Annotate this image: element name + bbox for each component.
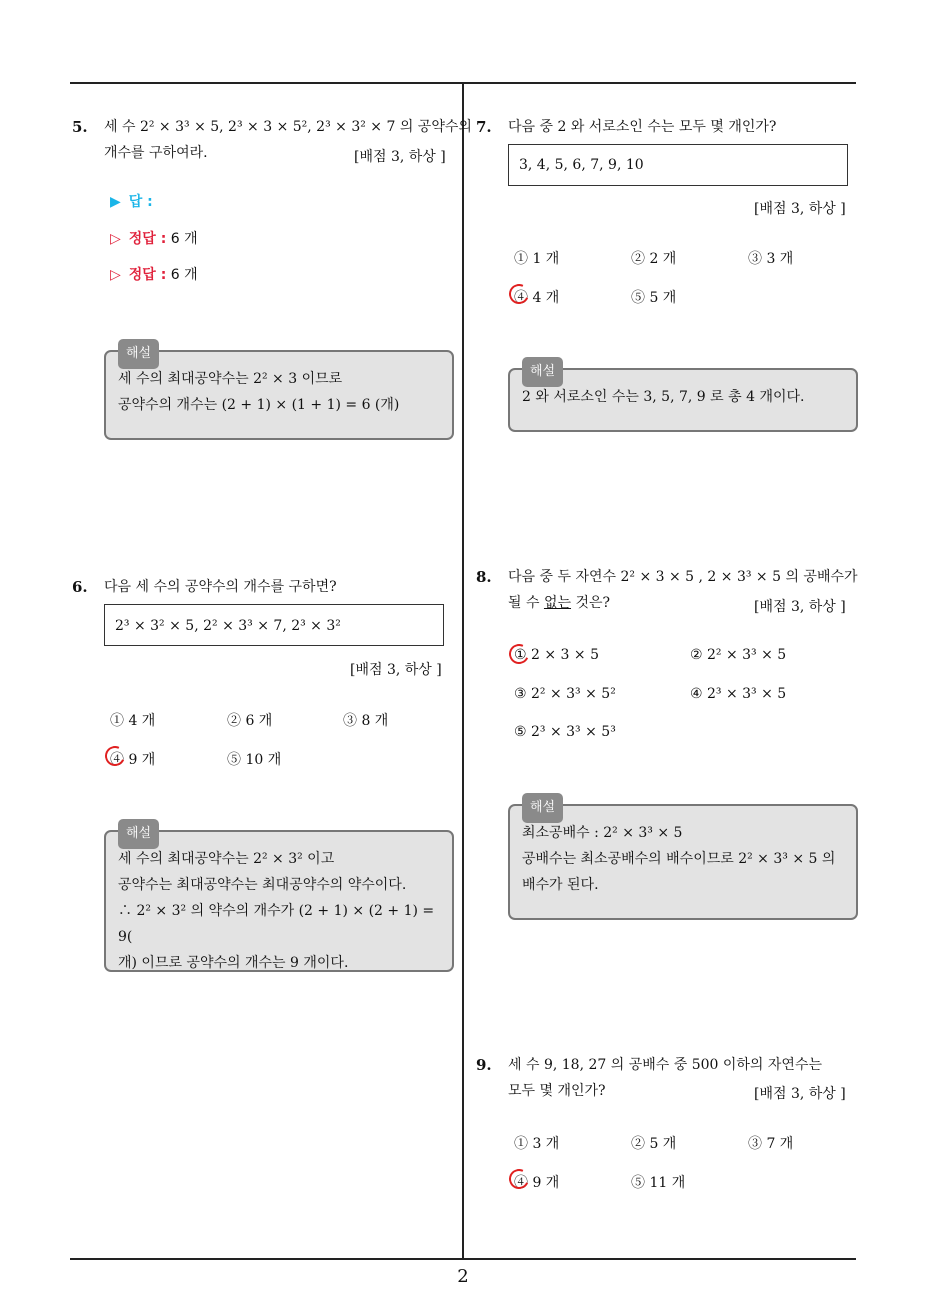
question-6-option-2[interactable]: ② 6 개 — [227, 713, 273, 729]
explanation-line: 개) 이므로 공약수의 개수는 9 개이다. — [118, 955, 349, 971]
question-8-number: 8. — [476, 568, 492, 586]
question-9-option-3[interactable]: ③ 7 개 — [748, 1136, 794, 1152]
question-7-option-1[interactable]: ① 1 개 — [514, 251, 560, 267]
question-7-number: 7. — [476, 118, 492, 136]
explanation-line: 세 수의 최대공약수는 2² × 3 이므로 — [118, 371, 343, 387]
page-number: 2 — [457, 1266, 469, 1287]
question-7-option-3[interactable]: ③ 3 개 — [748, 251, 794, 267]
question-5-meta: [배점 3, 하상 ] — [354, 149, 446, 165]
question-7-option-4[interactable]: ④ 4 개 — [514, 290, 560, 306]
explanation-tag: 해설 — [118, 819, 159, 849]
question-9-option-1[interactable]: ① 3 개 — [514, 1136, 560, 1152]
question-9-line1: 세 수 9, 18, 27 의 공배수 중 500 이하의 자연수는 — [508, 1057, 822, 1073]
question-5-correct-answer-2 — [110, 264, 198, 284]
question-6-number: 6. — [72, 578, 88, 596]
triangle-icon: ▷ — [110, 231, 121, 247]
question-8-option-2[interactable]: ② 2² × 3³ × 5 — [690, 647, 787, 663]
question-5-correct-answer — [110, 228, 198, 248]
question-8-option-5[interactable]: ⑤ 2³ × 3³ × 5³ — [514, 724, 616, 740]
question-6-option-3[interactable]: ③ 8 개 — [343, 713, 389, 729]
question-6-box: 2³ × 3² × 5, 2² × 3³ × 7, 2³ × 3² — [104, 604, 444, 646]
correct-label: 정답 : — [128, 267, 167, 283]
explanation-tag: 해설 — [118, 339, 159, 369]
bottom-rule — [70, 1258, 856, 1260]
question-7-box: 3, 4, 5, 6, 7, 9, 10 — [508, 144, 848, 186]
triangle-icon: ▷ — [110, 267, 121, 283]
question-6-option-4[interactable]: ④ 9 개 — [110, 752, 156, 768]
question-7-text: 다음 중 2 와 서로소인 수는 모두 몇 개인가? — [508, 119, 777, 135]
question-5-explanation — [104, 346, 454, 440]
column-divider — [462, 82, 464, 1258]
question-8-option-1[interactable]: ① 2 × 3 × 5 — [514, 647, 599, 663]
explanation-line: 최소공배수 : 2² × 3³ × 5 — [522, 825, 683, 841]
question-7-option-5[interactable]: ⑤ 5 개 — [631, 290, 677, 306]
question-6-option-1[interactable]: ① 4 개 — [110, 713, 156, 729]
question-7-meta: [배점 3, 하상 ] — [754, 201, 846, 217]
question-7-option-2[interactable]: ② 2 개 — [631, 251, 677, 267]
explanation-line: 2 와 서로소인 수는 3, 5, 7, 9 로 총 4 개이다. — [522, 389, 805, 405]
question-8-option-4[interactable]: ④ 2³ × 3³ × 5 — [690, 686, 787, 702]
question-8-option-3[interactable]: ③ 2² × 3³ × 5² — [514, 686, 616, 702]
question-9-line2: 모두 몇 개인가? — [508, 1083, 606, 1099]
question-8-text-part: 될 수 — [508, 595, 544, 611]
correct-label: 정답 : — [128, 231, 167, 247]
question-9-number: 9. — [476, 1056, 492, 1074]
question-9-option-2[interactable]: ② 5 개 — [631, 1136, 677, 1152]
explanation-line: 공약수는 최대공약수는 최대공약수의 약수이다. — [118, 877, 407, 893]
question-5-line2: 개수를 구하여라. — [104, 145, 208, 161]
question-6-meta: [배점 3, 하상 ] — [350, 662, 442, 678]
question-5-number: 5. — [72, 118, 88, 136]
correct-value: 6 개 — [170, 267, 198, 283]
explanation-line: ∴ 2² × 3² 의 약수의 개수가 (2 + 1) × (2 + 1) = 9( — [118, 903, 435, 945]
question-8-text-part: 것은? — [571, 595, 611, 611]
question-9-meta: [배점 3, 하상 ] — [754, 1086, 846, 1102]
play-icon: ▶ — [110, 194, 121, 210]
question-6-explanation — [104, 826, 454, 972]
question-8-line2 — [508, 590, 610, 616]
question-8-meta: [배점 3, 하상 ] — [754, 599, 846, 615]
correct-value: 6 개 — [170, 231, 198, 247]
question-7-explanation — [508, 364, 858, 432]
explanation-line: 배수가 된다. — [522, 877, 599, 893]
question-6-option-5[interactable]: ⑤ 10 개 — [227, 752, 282, 768]
question-8-underlined: 없는 — [543, 595, 572, 611]
question-8-line1: 다음 중 두 자연수 2² × 3 × 5 , 2 × 3³ × 5 의 공배수가 — [508, 569, 858, 585]
explanation-line: 공배수는 최소공배수의 배수이므로 2² × 3³ × 5 의 — [522, 851, 836, 867]
question-5-line1: 세 수 2² × 3³ × 5, 2³ × 3 × 5², 2³ × 3² × 7 의 공약수의 — [104, 119, 472, 135]
explanation-line: 공약수의 개수는 (2 + 1) × (1 + 1) = 6 (개) — [118, 397, 400, 413]
explanation-tag: 해설 — [522, 793, 563, 823]
explanation-line: 세 수의 최대공약수는 2² × 3² 이고 — [118, 851, 335, 867]
question-5-answer-input[interactable] — [110, 191, 153, 211]
answer-label: 답 : — [128, 194, 153, 210]
question-8-explanation — [508, 800, 858, 920]
question-9-option-5[interactable]: ⑤ 11 개 — [631, 1175, 686, 1191]
question-6-text: 다음 세 수의 공약수의 개수를 구하면? — [104, 579, 337, 595]
explanation-tag: 해설 — [522, 357, 563, 387]
question-9-option-4[interactable]: ④ 9 개 — [514, 1175, 560, 1191]
